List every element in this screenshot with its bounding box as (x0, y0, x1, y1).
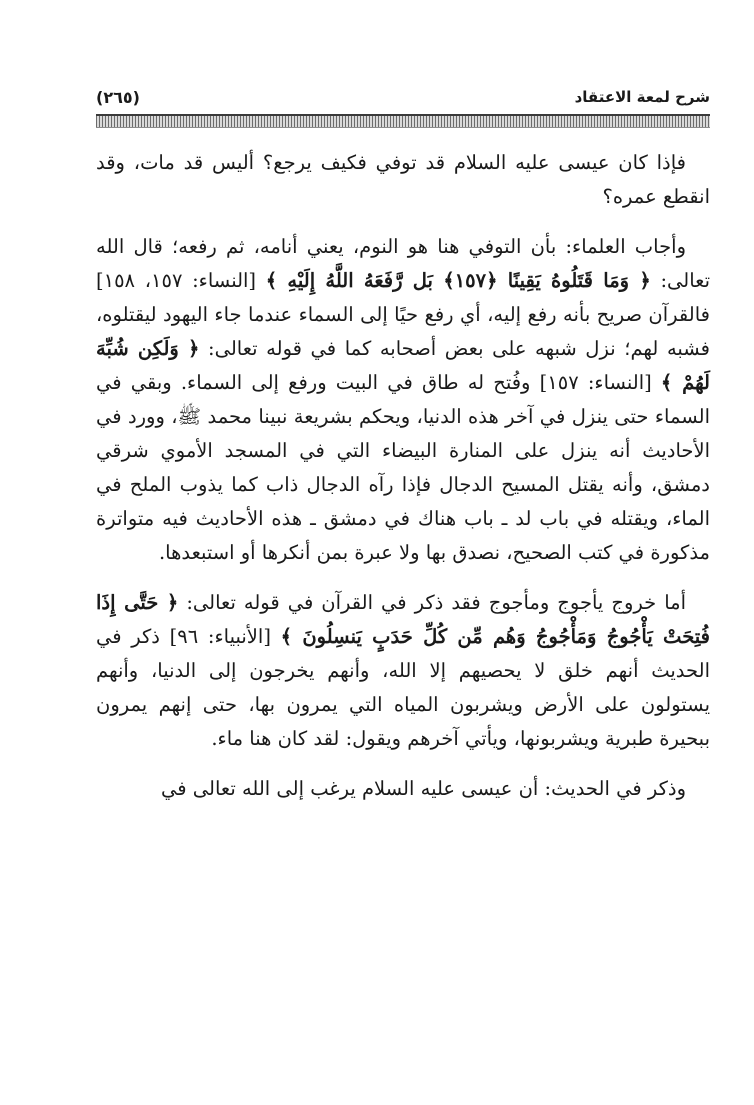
paragraph-text: فإذا كان عيسى عليه السلام قد توفي فكيف يرجع؟ أليس قد مات، وقد انقطع عمره؟ (96, 151, 710, 208)
paragraph-text: [الأنبياء: ٩٦] ذكر في الحديث أنهم خلق لا يحصيهم إلا الله، وأنهم يخرجون إلى الدنيا، وأنهم يستولون على الأرض ويشربون المياه التي يمرون بها، حتى إنهم يمرون ببحيرة طبرية ويشربونها، ويأتي آخرهم ويقول: لقد كان هنا ماء. (96, 625, 710, 750)
paragraph-3 (96, 586, 710, 756)
page-body (96, 146, 710, 806)
paragraph-text: أما خروج يأجوج ومأجوج فقد ذكر في القرآن في قوله تعالى: (178, 591, 686, 614)
paragraph-text: وأجاب العلماء: بأن التوفي هنا هو النوم، يعني أنامه، ثم رفعه؛ قال الله تعالى: (96, 235, 710, 292)
paragraph-4 (96, 772, 710, 806)
running-header (96, 84, 710, 110)
page-number: (٢٦٥) (96, 87, 140, 107)
paragraph-2 (96, 230, 710, 570)
paragraph-text: [النساء: ١٥٧] وفُتح له طاق في البيت ورفع إلى السماء. وبقي في السماء حتى ينزل في آخر هذه الدنيا، ويحكم بشريعة نبينا محمد ﷺ، وورد في الأحاديث أنه ينزل على المنارة البيضاء التي في المسجد الأموي شرقي دمشق، وأنه يقتل المسيح الدجال فإذا رآه الدجال ذاب كما يذوب الملح في الماء، ويقتله في باب لد ـ باب هناك في دمشق ـ هذه الأحاديث فيه متواترة مذكورة في كتب الصحيح، نصدق بها ولا عبرة بمن أنكرها أو استبعدها. (96, 371, 710, 564)
quran-verse: ﴿ حَتَّى إِذَا فُتِحَتْ يَأْجُوجُ وَمَأْجُوجُ وَهُم مِّن كُلِّ حَدَبٍ يَنسِلُونَ ﴾ (96, 591, 710, 648)
quran-verse: ﴿ وَمَا قَتَلُوهُ يَقِينًا ﴿١٥٧﴾ بَل رَّفَعَهُ اللَّهُ إِلَيْهِ ﴾ (265, 269, 651, 292)
header-rule (96, 114, 710, 128)
paragraph-text: وذكر في الحديث: أن عيسى عليه السلام يرغب إلى الله تعالى في (161, 777, 686, 800)
paragraph-1 (96, 146, 710, 214)
book-title: شرح لمعة الاعتقاد (574, 88, 710, 106)
quran-verse: ﴿ وَلَكِن شُبِّهَ لَهُمْ ﴾ (96, 337, 711, 394)
paragraph-text: [النساء: ١٥٧، ١٥٨] فالقرآن صريح بأنه رفع إليه، أي رفع حيًا إلى السماء عندما جاء اليهود ليقتلوه، فشبه لهم؛ نزل شبهه على بعض أصحابه كما في قوله تعالى: (96, 269, 711, 360)
